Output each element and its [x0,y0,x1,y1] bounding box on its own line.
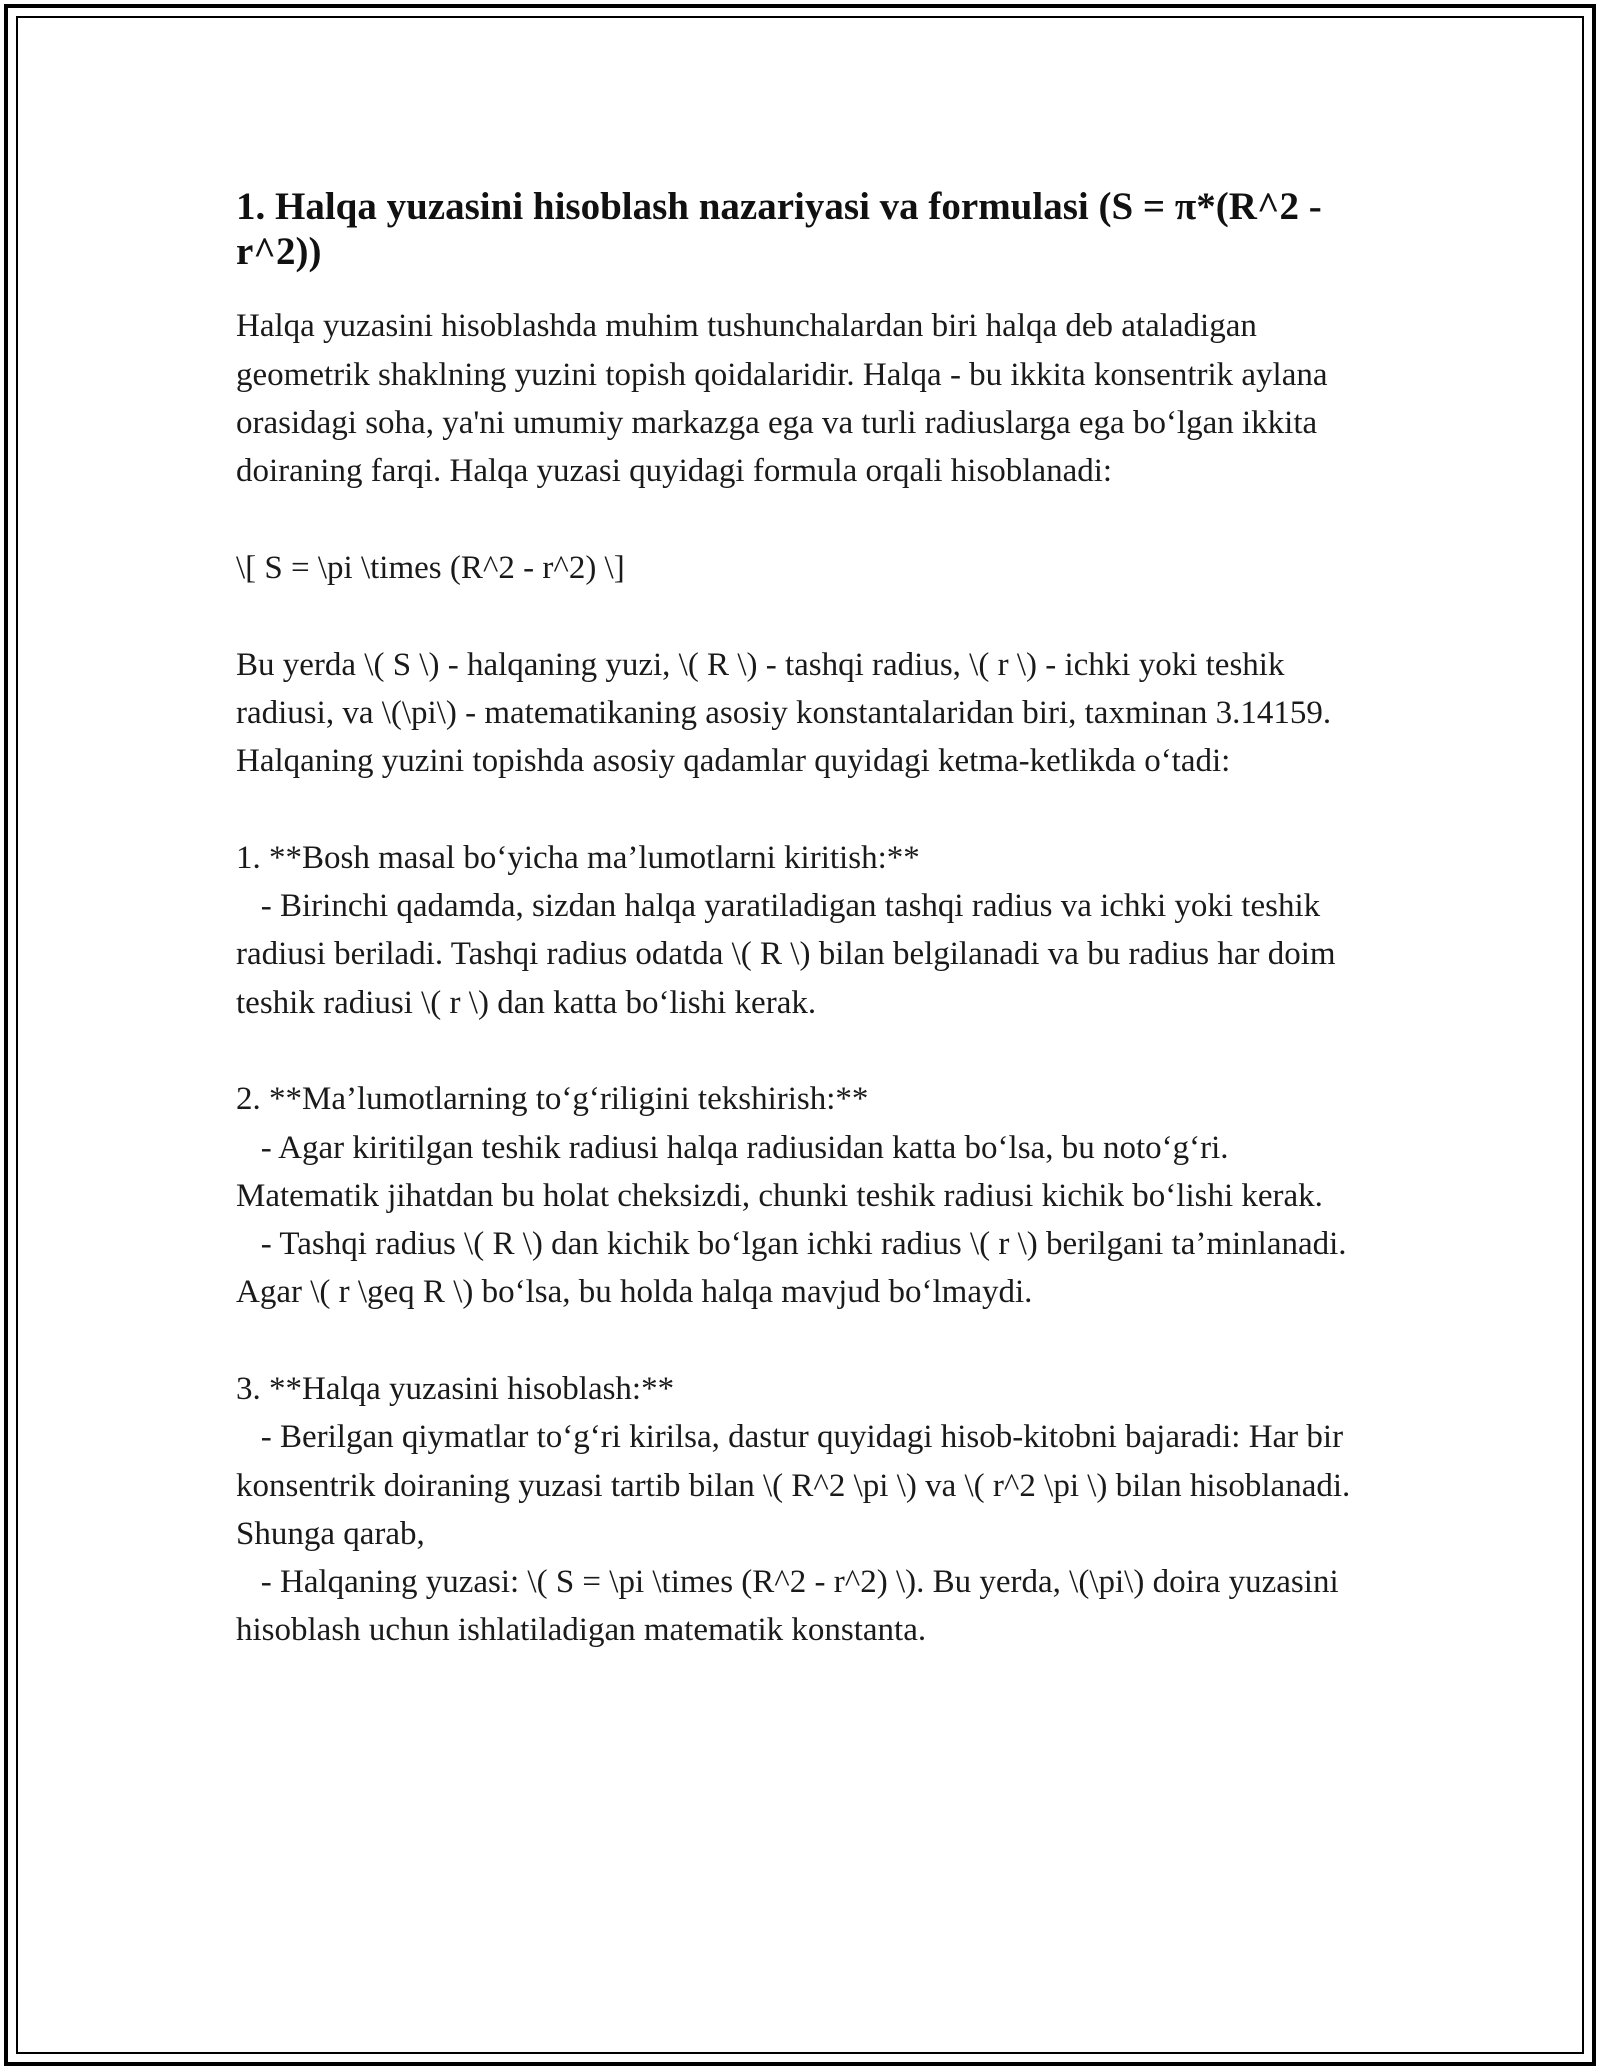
paragraph-gap [236,1027,1376,1075]
formula-line: \[ S = \pi \times (R^2 - r^2) \] [236,549,625,586]
step-3-text-1: - Berilgan qiymatlar to‘g‘ri kirilsa, dastur quyidagi hisob-kitobni bajaradi: Har bir konsentrik doiraning yuzasi tartib bilan \( R^2 \pi \) va \( r^2 \pi \) bilan hisoblanadi. Shunga qarab, [236,1419,1359,1552]
paragraph-gap [236,1317,1376,1365]
step-1-text: - Birinchi qadamda, sizdan halqa yaratiladigan tashqi radius va ichki yoki teshik radiusi beriladi. Tashqi radius odatda \( R \) bilan belgilanadi va bu radius har doim teshik radiusi \( r \) dan katta bo‘lishi kerak. [236,888,1344,1021]
intro-paragraph: Halqa yuzasini hisoblashda muhim tushunchalardan biri halqa deb ataladigan geometrik shaklning yuzini topish qoidalaridir. Halqa - bu ikkita konsentrik aylana orasidagi soha, ya'ni umumiy markazga ega va turli radiuslarga ega bo‘lgan ikkita doiraning farqi. Halqa yuzasi quyidagi formula orqali hisoblanadi: [236,308,1336,490]
document-body [236,184,1376,1655]
paragraph-gap [236,496,1376,544]
step-2-heading: 2. **Ma’lumotlarning to‘g‘riligini tekshirish:** [236,1081,869,1118]
paragraph-gap [236,592,1376,640]
step-3-text-2: - Halqaning yuzasi: \( S = \pi \times (R^2 - r^2) \). Bu yerda, \(\pi\) doira yuzasini hisoblash uchun ishlatiladigan matematik konstanta. [236,1564,1347,1649]
paragraph-gap [236,785,1376,833]
step-3-heading: 3. **Halqa yuzasini hisoblash:** [236,1371,675,1407]
section-title: 1. Halqa yuzasini hisoblash nazariyasi va formulasi (S = π*(R^2 - r^2)) [236,185,1322,274]
step-2-text-2: - Tashqi radius \( R \) dan kichik bo‘lgan ichki radius \( r \) berilgani ta’minlanadi. Agar \( r \geq R \) bo‘lsa, bu holda halqa mavjud bo‘lmaydi. [236,1226,1353,1311]
step-2-text-1: - Agar kiritilgan teshik radiusi halqa radiusidan katta bo‘lsa, bu noto‘g‘ri. Matematik jihatdan bu holat cheksizdi, chunki teshik radiusi kichik bo‘lishi kerak. [236,1129,1323,1214]
explanation-paragraph: Bu yerda \( S \) - halqaning yuzi, \( R \) - tashqi radius, \( r \) - ichki yoki teshik radiusi, va \(\pi\) - matematikaning asosiy konstantalaridan biri, taxminan 3.14159. Halqaning yuzini topishda asosiy qadamlar quyidagi ketma-ketlikda o‘tadi: [236,646,1340,780]
step-1-heading: 1. **Bosh masal bo‘yicha ma’lumotlarni kiritish:** [236,839,920,876]
